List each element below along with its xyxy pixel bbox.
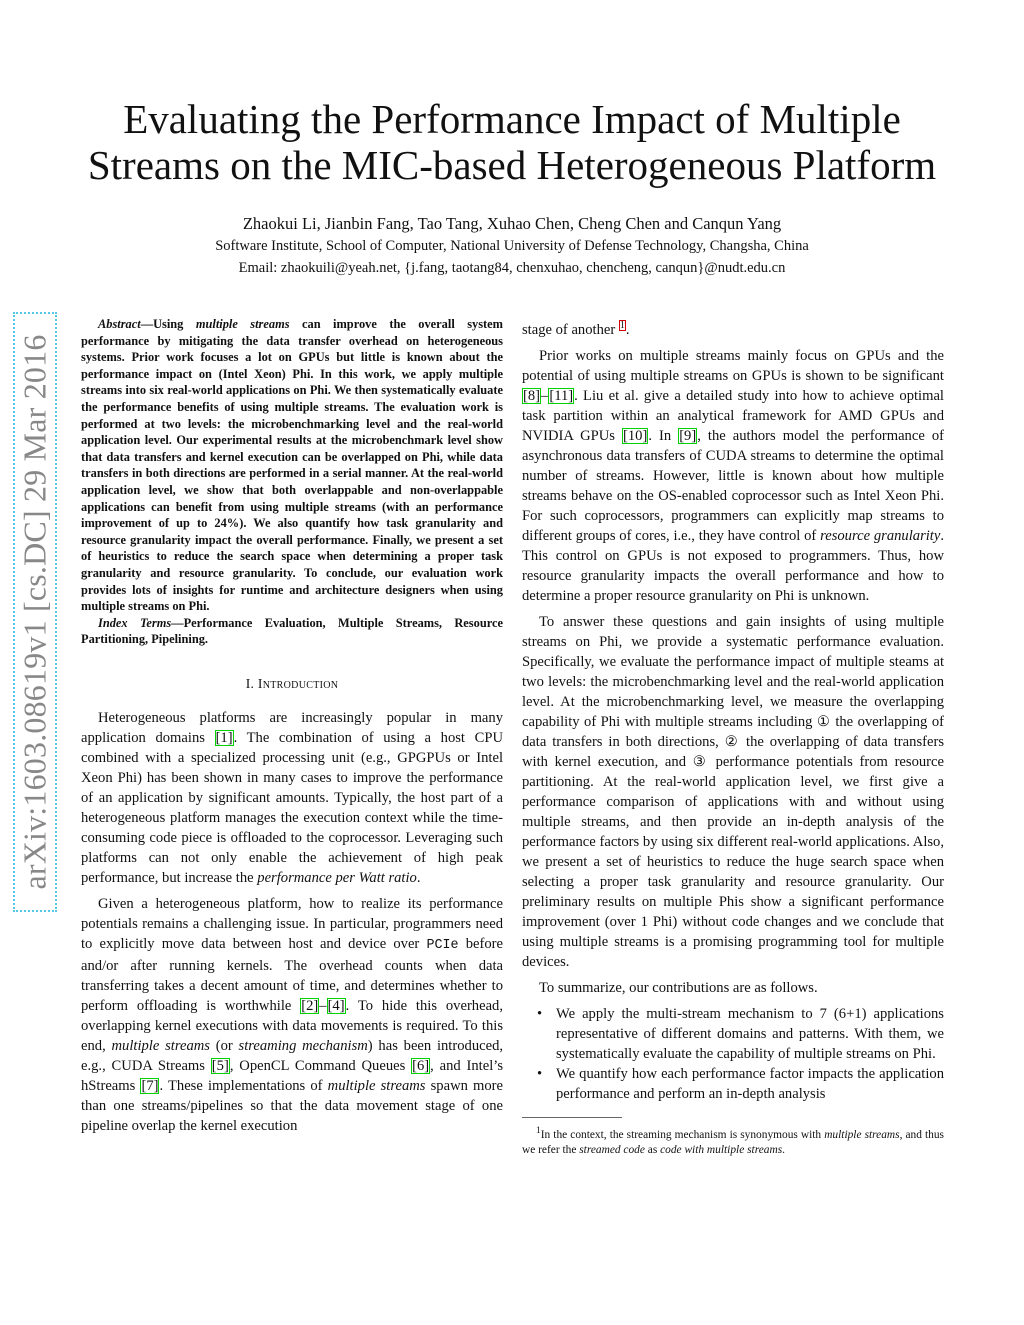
list-item — [537, 1064, 944, 1104]
emphasis: multiple streams — [824, 1128, 900, 1141]
text-run: . In — [648, 427, 679, 444]
text-run: . To hide this overhead, overlapping kernel executions with data movements is required. To this end, — [81, 997, 504, 1054]
text-run: . Liu et al. give a detailed study into how to achieve optimal task partition within an analytical framework for AMD GPUs and NVIDIA GPUs — [522, 387, 944, 444]
right-paragraph-continuation — [522, 316, 944, 340]
abstract — [81, 316, 503, 615]
text-run: (or — [209, 1037, 239, 1054]
text-run: . — [625, 321, 630, 338]
index-terms — [81, 615, 503, 648]
contributions-list — [522, 1004, 944, 1104]
emphasis: performance per Watt ratio — [257, 869, 417, 886]
title-line-1: Evaluating the Performance Impact of Multiple — [123, 96, 901, 142]
list-item — [537, 1004, 944, 1064]
right-paragraph-2: To answer these questions and gain insights of using multiple streams on Phi, we provide a systematic performance evaluation. Specifically, we evaluate the performance impact of multiple steams at two levels: the microbenchmarking level and the real-world application level. At the microbenchmarking level, we measure the overlapping capability of Phi with multiple streams including ① the overlapping of data transfers in both directions, ② the overlapping of data transfers with kernel execution, and ③ performance potentials from resource partitioning. At the real-world application level, we first give a performance comparison of applications with and without using multiple streams, and then provide an in-depth analysis of the performance factors by using six different real-world applications. Also, we present a set of heuristics to reduce the huge search space when selecting a proper task granularity and resource granularity. Our preliminary results on multiple Phis show a significant performance improvement (over 1 Phi) without code changes and we conclude that using multiple streams is a promising programming tool for multiple devices. — [522, 613, 944, 970]
citation-link[interactable]: [8] — [523, 387, 541, 404]
emphasis: multiple streams — [111, 1037, 210, 1054]
emphasis: resource granularity — [820, 527, 941, 544]
right-paragraph-3: To summarize, our contributions are as follows. — [539, 979, 818, 996]
right-paragraph-1 — [522, 346, 944, 606]
author-list: Zhaokui Li, Jianbin Fang, Tao Tang, Xuhao Chen, Cheng Chen and Canqun Yang — [242, 214, 782, 233]
abstract-lead: Abstract — [98, 317, 141, 331]
text-run: Prior works on multiple streams mainly focus on GPUs and the potential of using multiple streams on GPUs is shown to be significant — [522, 347, 944, 384]
footnote — [522, 1124, 944, 1158]
footnote-reference[interactable]: 1 — [619, 320, 625, 331]
citation-link[interactable]: [10] — [623, 427, 648, 444]
bullet-glyph: • — [537, 1005, 543, 1022]
text-run: . — [416, 869, 421, 886]
index-terms-text: —Performance Evaluation, Multiple Streams, Resource Partitioning, Pipelining. — [81, 615, 503, 647]
text-run: , and Intel’s hStreams — [81, 1057, 504, 1094]
emphasis: code with multiple streams — [660, 1143, 783, 1156]
paper-title — [0, 96, 1024, 188]
text-run: – — [319, 997, 327, 1014]
text-run: as — [644, 1143, 661, 1156]
text-run: Heterogeneous platforms are increasingly popular in many application domains — [81, 709, 503, 746]
left-column — [81, 316, 503, 1142]
footnote-mark: 1 — [536, 1125, 541, 1136]
abstract-emphasis: multiple streams — [195, 317, 290, 331]
emphasis: multiple streams — [327, 1077, 426, 1094]
text-run: . This control on GPUs is not exposed to programmers. Thus, how resource granularity impacts the overall performance and how to determine a proper resource granularity on Phi is unknown. — [522, 527, 944, 604]
citation-link[interactable]: [9] — [679, 427, 697, 444]
text-run: In the context, the streaming mechanism is synonymous with — [540, 1128, 825, 1141]
text-run: , and thus we refer the — [522, 1128, 944, 1156]
citation-link[interactable]: [6] — [412, 1057, 430, 1074]
intro-paragraph-2 — [81, 894, 503, 1136]
abstract-text: —Using — [140, 317, 196, 331]
section-heading-introduction: I. Introduction — [245, 675, 339, 691]
text-run: ) has been introduced, e.g., CUDA Streams — [81, 1037, 504, 1074]
citation-link[interactable]: [7] — [141, 1077, 159, 1094]
right-column — [522, 316, 944, 1158]
bullet-glyph: • — [537, 1065, 543, 1082]
text-run: stage of another — [522, 321, 619, 338]
text-run: . The combination of using a host CPU combined with a specialized processing unit (e.g., GPGPUs or Intel Xeon Phi) has been shown in many cases to improve the performance of an application by significant amounts. Typically, the host part of a heterogeneous platform manages the execution context while the time-consuming code piece is offloaded to the coprocessor. Leveraging such platforms can not only enable the achievement of high peak performance, but increase the — [81, 729, 504, 886]
text-run: . These implementations of — [159, 1077, 328, 1094]
emphasis: streaming mechanism — [238, 1037, 368, 1054]
affiliation: Software Institute, School of Computer, National University of Defense Technology, Changsha, China — [215, 238, 809, 254]
author-email: Email: zhaokuili@yeah.net, {j.fang, taotang84, chenxuhao, chencheng, canqun}@nudt.edu.cn — [238, 260, 786, 276]
citation-link[interactable]: [2] — [301, 997, 319, 1014]
abstract-text-rest: can improve the overall system performance by mitigating the data transfer overhead on heterogeneous systems. Prior work focuses a lot on GPUs but little is known about the performance impact on (Intel Xeon) Phi. In this work, we apply multiple streams into six real-world applications on Phi. We then systematically evaluate the performance benefits of using multiple streams. The evaluation work is performed at two levels: the microbenchmarking level and the real-world application level. Our experimental results at the microbenchmark level show that data transfers and kernel execution can be overlapped on Phi, while data transfers in both directions are performed in a serial manner. At the real-world application level, we show that both overlappable and non-overlappable applications can benefit from using multiple streams (with an performance improvement of up to 24%). We also quantify how task granularity and resource granularity impact the overall performance. Finally, we present a set of heuristics to reduce the search space when determining a proper task granularity and resource granularity. To conclude, our evaluation work provides lots of insights for runtime and architecture designers when using multiple streams on Phi. — [81, 317, 504, 614]
intro-paragraph-1 — [81, 708, 503, 888]
arxiv-sidebar-identifier — [13, 312, 57, 912]
text-run: . — [782, 1143, 785, 1156]
text-run: spawn more than one streams/pipelines so that the data movement stage of one pipeline overlap the kernel execution — [81, 1077, 504, 1134]
text-run: – — [541, 387, 549, 404]
citation-link[interactable]: [4] — [327, 997, 345, 1014]
code-term: PCIe — [426, 937, 459, 953]
title-line-2: Streams on the MIC-based Heterogeneous Platform — [87, 142, 937, 188]
arxiv-id-text: arXiv:1603.08619v1 [cs.DC] 29 Mar 2016 — [16, 334, 53, 890]
citation-link[interactable]: [1] — [215, 729, 233, 746]
emphasis: streamed code — [579, 1143, 645, 1156]
citation-link[interactable]: [11] — [549, 387, 574, 404]
list-item-text: We apply the multi-stream mechanism to 7 (6+1) applications representative of different domains and patterns. With them, we systematically evaluate the capability of multiple streams on Phi. — [556, 1005, 944, 1062]
text-run: , OpenCL Command Queues — [229, 1057, 412, 1074]
text-run: before and/or after running kernels. The overhead counts when data transferring takes a decent amount of time, and determines whether to perform offloading is worthwhile — [81, 935, 503, 1014]
footnote-divider — [522, 1117, 622, 1118]
citation-link[interactable]: [5] — [211, 1057, 229, 1074]
text-run: , the authors model the performance of asynchronous data transfers of CUDA streams to determine the optimal number of streams. However, little is known about how multiple streams behave on the OS-enabled coprocessor such as Intel Xeon Phi. For such coprocessors, programmers can explicitly map streams to different groups of cores, i.e., they have control of — [522, 427, 944, 544]
index-terms-lead: Index Terms — [98, 615, 172, 630]
list-item-text: We quantify how each performance factor impacts the application performance and perform an in-depth analysis — [556, 1065, 944, 1102]
text-run: Given a heterogeneous platform, how to realize its performance potentials remains a challenging issue. In particular, programmers need to explicitly move data between host and device over — [81, 895, 503, 952]
